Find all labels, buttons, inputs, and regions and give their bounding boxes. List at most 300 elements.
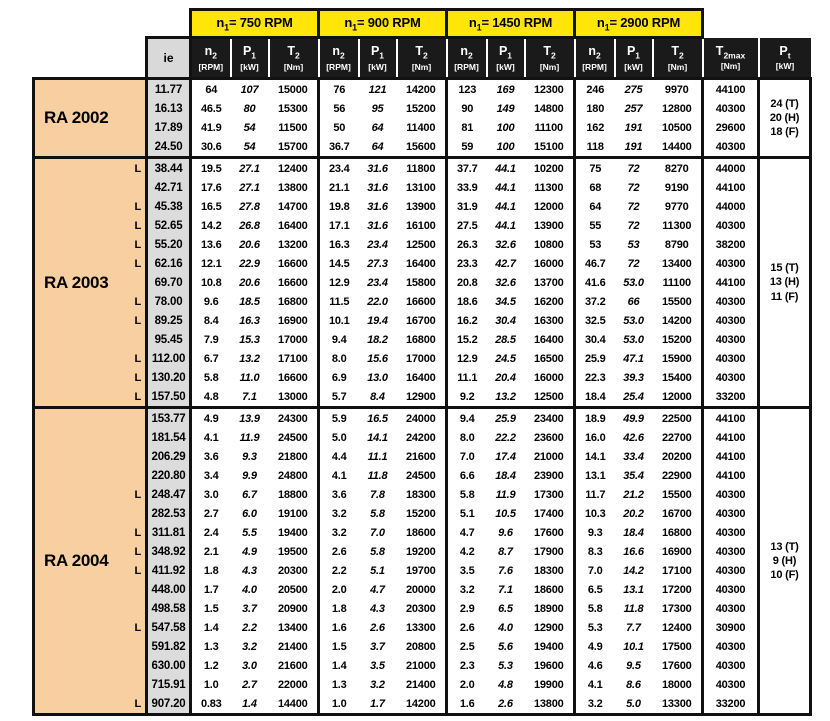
n2-cell: 3.2 [319,523,359,542]
t2-cell: 17000 [397,349,447,368]
n2-cell: 1.0 [319,694,359,715]
col-header-t2-group4-letter: T [671,44,679,59]
col-header-p1-group3-symbol [488,44,524,61]
t2-cell: 12800 [653,99,703,118]
p1-cell: 18.2 [359,330,397,349]
n2-cell: 6.5 [575,580,615,599]
t2max-cell: 40300 [703,561,759,580]
n1-symbol: n [468,14,477,30]
table-row [34,580,811,599]
col-header-t2-group3-unit: [Nm] [539,61,560,72]
col-header-p1-group3-letter: P [498,44,508,59]
n2-cell: 6.6 [447,466,487,485]
n2-cell: 1.7 [191,580,231,599]
p1-cell: 8.6 [615,675,653,694]
col-header-p1-group2-letter: P [370,44,380,59]
col-header-t2-group2-symbol [398,44,446,61]
n2-cell: 7.9 [191,330,231,349]
col-header-n2-group4-symbol [576,44,614,61]
t2-cell: 11300 [525,178,575,197]
col-header-t2max [703,38,759,79]
n2-cell: 2.0 [319,580,359,599]
t2-cell: 23600 [525,428,575,447]
long-version-marker: L [127,523,147,542]
p1-cell: 100 [487,137,525,158]
p1-cell: 33.4 [615,447,653,466]
n2-cell: 81 [447,118,487,137]
n2-cell: 2.3 [447,656,487,675]
n2-cell: 4.7 [447,523,487,542]
n2-cell: 3.2 [575,694,615,715]
ratio-ie-cell: 55.20 [147,235,191,254]
n2-cell: 1.6 [447,694,487,715]
table-row [34,447,811,466]
n2-cell: 64 [191,79,231,100]
n2-cell: 14.1 [575,447,615,466]
n2-cell: 3.6 [319,485,359,504]
ratio-ie-cell: 591.82 [147,637,191,656]
p1-cell: 53.0 [615,273,653,292]
n2-cell: 37.2 [575,292,615,311]
t2max-cell: 40300 [703,580,759,599]
n2-cell: 2.9 [447,599,487,618]
n2-cell: 17.6 [191,178,231,197]
p1-cell: 47.1 [615,349,653,368]
table-row [34,694,811,715]
table-row [34,158,811,179]
col-header-n2-group1 [191,38,231,79]
p1-cell: 18.5 [231,292,269,311]
group-label: RA 2003 [34,158,127,408]
col-header-t2-group1-letter: T [287,44,295,59]
p1-cell: 4.8 [487,675,525,694]
p1-cell: 49.9 [615,408,653,429]
table-row [34,349,811,368]
p1-cell: 11.0 [231,368,269,387]
t2max-cell: 40300 [703,368,759,387]
t2-cell: 15500 [653,292,703,311]
t2max-cell: 40300 [703,254,759,273]
ratio-ie-cell: 311.81 [147,523,191,542]
n2-cell: 1.3 [191,637,231,656]
p1-cell: 9.3 [231,447,269,466]
t2-cell: 20900 [269,599,319,618]
col-header-n2-group2-unit: [RPM] [326,61,351,72]
n2-cell: 1.2 [191,656,231,675]
t2max-cell: 44100 [703,447,759,466]
table-row [34,485,811,504]
p1-cell: 6.0 [231,504,269,523]
p1-cell: 14.1 [359,428,397,447]
p1-cell: 5.6 [487,637,525,656]
t2max-cell: 30900 [703,618,759,637]
col-header-pt-unit: [kW] [775,60,795,71]
n2-cell: 2.0 [447,675,487,694]
ratio-ie-cell: 62.16 [147,254,191,273]
t2max-cell: 40300 [703,292,759,311]
col-header-t2-group2 [397,38,447,79]
t2max-cell: 33200 [703,387,759,408]
equals-text: = [609,14,621,30]
col-header-t2-group4 [653,38,703,79]
p1-cell: 31.6 [359,158,397,179]
table-row [34,137,811,158]
n2-cell: 2.5 [447,637,487,656]
long-version-marker [127,428,147,447]
n2-cell: 11.5 [319,292,359,311]
p1-cell: 2.6 [359,618,397,637]
n2-cell: 9.4 [319,330,359,349]
p1-cell: 9.6 [487,523,525,542]
p1-cell: 107 [231,79,269,100]
table-row [34,637,811,656]
p1-cell: 7.0 [359,523,397,542]
p1-cell: 22.9 [231,254,269,273]
speed-value: 1450 [492,14,521,30]
t2-cell: 16300 [525,311,575,330]
n2-cell: 1.6 [319,618,359,637]
p1-cell: 72 [615,254,653,273]
ratio-ie-cell: 17.89 [147,118,191,137]
t2-cell: 13900 [525,216,575,235]
n2-cell: 11.1 [447,368,487,387]
n2-cell: 3.2 [319,504,359,523]
ratio-ie-cell: 130.20 [147,368,191,387]
speed-unit: RPM [648,14,681,30]
col-header-p1-group4-letter: P [626,44,636,59]
thermal-power-line: 13 (T) [770,540,799,553]
t2-cell: 12500 [397,235,447,254]
n2-cell: 30.6 [191,137,231,158]
long-version-marker [127,466,147,485]
table-row [34,618,811,637]
p1-cell: 1.7 [359,694,397,715]
n2-cell: 6.7 [191,349,231,368]
p1-cell: 30.4 [487,311,525,330]
p1-cell: 4.9 [231,542,269,561]
n2-cell: 50 [319,118,359,137]
n2-cell: 30.4 [575,330,615,349]
long-version-marker [127,408,147,429]
n2-cell: 16.3 [319,235,359,254]
p1-cell: 26.8 [231,216,269,235]
n2-cell: 123 [447,79,487,100]
t2-cell: 12900 [525,618,575,637]
n2-cell: 4.9 [191,408,231,429]
col-header-t2max-subscript: 2max [723,50,746,61]
t2-cell: 9190 [653,178,703,197]
n2-cell: 46.5 [191,99,231,118]
p1-cell: 100 [487,118,525,137]
t2max-cell: 38200 [703,235,759,254]
t2-cell: 16700 [653,504,703,523]
n2-cell: 33.9 [447,178,487,197]
n2-cell: 2.4 [191,523,231,542]
t2-cell: 13300 [653,694,703,715]
t2-cell: 14200 [653,311,703,330]
long-version-marker: L [127,158,147,179]
t2-cell: 15100 [525,137,575,158]
n2-cell: 2.7 [191,504,231,523]
n2-cell: 1.4 [191,618,231,637]
equals-text: = [481,14,493,30]
long-version-marker [127,599,147,618]
n2-cell: 8.0 [319,349,359,368]
col-header-t2max-unit: [Nm] [720,60,741,71]
t2-cell: 13700 [525,273,575,292]
ratio-ie-cell: 42.71 [147,178,191,197]
table-row [34,235,811,254]
col-header-p1-group2 [359,38,397,79]
t2max-cell: 40300 [703,137,759,158]
table-row [34,599,811,618]
thermal-power-line: 24 (T) [770,97,799,110]
n2-cell: 246 [575,79,615,100]
t2-cell: 15800 [397,273,447,292]
speed-header-n1-1450 [447,10,575,38]
long-version-marker: L [127,368,147,387]
n2-cell: 15.2 [447,330,487,349]
p1-cell: 3.0 [231,656,269,675]
p1-cell: 191 [615,137,653,158]
long-version-marker [127,656,147,675]
t2-cell: 22000 [269,675,319,694]
t2-cell: 17600 [653,656,703,675]
n2-cell: 5.8 [575,599,615,618]
p1-cell: 3.5 [359,656,397,675]
p1-cell: 15.3 [231,330,269,349]
p1-cell: 13.2 [231,349,269,368]
ratio-ie-cell: 206.29 [147,447,191,466]
n2-cell: 2.6 [319,542,359,561]
n2-cell: 180 [575,99,615,118]
t2-cell: 22500 [653,408,703,429]
t2-cell: 16000 [525,254,575,273]
p1-cell: 11.9 [231,428,269,447]
table-row [34,118,811,137]
t2-cell: 16200 [525,292,575,311]
t2-cell: 20300 [397,599,447,618]
n2-cell: 19.8 [319,197,359,216]
long-version-marker: L [127,485,147,504]
p1-cell: 3.7 [359,637,397,656]
t2-cell: 21800 [269,447,319,466]
speed-header-row [34,10,811,38]
col-header-p1-group2-subscript: 1 [379,50,385,61]
t2-cell: 19600 [525,656,575,675]
t2-cell: 15600 [397,137,447,158]
t2-cell: 8270 [653,158,703,179]
long-version-marker: L [127,292,147,311]
column-header-row [34,38,811,79]
long-version-marker: L [127,235,147,254]
long-version-marker [127,675,147,694]
p1-cell: 35.4 [615,466,653,485]
p1-cell: 10.1 [615,637,653,656]
n2-cell: 9.3 [575,523,615,542]
t2max-cell: 40300 [703,504,759,523]
n2-cell: 5.7 [319,387,359,408]
long-version-marker: L [127,618,147,637]
t2-cell: 11100 [653,273,703,292]
p1-cell: 44.1 [487,216,525,235]
n2-cell: 9.4 [447,408,487,429]
ratio-ie-cell: 153.77 [147,408,191,429]
speed-value: 900 [367,14,389,30]
t2max-cell: 44100 [703,273,759,292]
p1-cell: 5.5 [231,523,269,542]
p1-cell: 27.1 [231,158,269,179]
t2max-cell: 44000 [703,197,759,216]
t2-cell: 12900 [397,387,447,408]
table-row [34,504,811,523]
p1-cell: 10.5 [487,504,525,523]
n2-cell: 7.0 [575,561,615,580]
group-label: RA 2002 [34,79,127,158]
t2-cell: 24500 [269,428,319,447]
header-spacer [34,10,191,38]
t2-cell: 13800 [269,178,319,197]
n2-cell: 16.2 [447,311,487,330]
p1-cell: 121 [359,79,397,100]
ratio-ie-cell: 38.44 [147,158,191,179]
col-header-p1-group1-letter: P [242,44,252,59]
equals-text: = [356,14,368,30]
equals-text: = [228,14,240,30]
t2-cell: 10200 [525,158,575,179]
p1-cell: 2.2 [231,618,269,637]
n2-cell: 2.1 [191,542,231,561]
t2max-cell: 44000 [703,158,759,179]
ratio-ie-cell: 89.25 [147,311,191,330]
p1-cell: 5.3 [487,656,525,675]
p1-cell: 27.3 [359,254,397,273]
long-version-marker [127,330,147,349]
speed-value: 2900 [620,14,649,30]
long-version-marker [127,178,147,197]
speed-header-n1-2900 [575,10,703,38]
n2-cell: 12.1 [191,254,231,273]
t2-cell: 18600 [525,580,575,599]
long-version-marker: L [127,349,147,368]
t2-cell: 14400 [269,694,319,715]
p1-cell: 191 [615,118,653,137]
t2-cell: 14800 [525,99,575,118]
long-version-marker [127,637,147,656]
n2-cell: 4.4 [319,447,359,466]
n2-cell: 19.5 [191,158,231,179]
n2-cell: 1.5 [191,599,231,618]
table-row [34,79,811,100]
long-version-marker: L [127,216,147,235]
n2-cell: 53 [575,235,615,254]
long-version-marker: L [127,311,147,330]
t2-cell: 16400 [397,254,447,273]
p1-cell: 64 [359,137,397,158]
t2max-cell: 44100 [703,79,759,100]
t2-cell: 19700 [397,561,447,580]
t2max-cell: 40300 [703,349,759,368]
p1-cell: 27.1 [231,178,269,197]
thermal-power-cell [759,408,811,715]
long-version-marker [127,99,147,118]
t2-cell: 19400 [525,637,575,656]
n2-cell: 4.6 [575,656,615,675]
p1-cell: 80 [231,99,269,118]
p1-cell: 20.2 [615,504,653,523]
n2-cell: 21.1 [319,178,359,197]
p1-cell: 16.6 [615,542,653,561]
t2max-cell: 44100 [703,428,759,447]
n2-cell: 1.3 [319,675,359,694]
t2max-cell: 44100 [703,466,759,485]
ratio-ie-cell: 448.00 [147,580,191,599]
t2-cell: 17300 [525,485,575,504]
t2-cell: 21000 [525,447,575,466]
thermal-power-cell [759,158,811,408]
t2-cell: 24200 [397,428,447,447]
t2-cell: 18000 [653,675,703,694]
t2-cell: 19100 [269,504,319,523]
p1-cell: 64 [359,118,397,137]
table-row [34,99,811,118]
thermal-power-line: 15 (T) [770,262,799,275]
n2-cell: 55 [575,216,615,235]
col-header-n2-group3-symbol [448,44,486,61]
t2-cell: 11300 [653,216,703,235]
n2-cell: 5.0 [319,428,359,447]
p1-cell: 5.1 [359,561,397,580]
n2-cell: 5.1 [447,504,487,523]
table-row [34,216,811,235]
p1-cell: 53 [615,235,653,254]
col-header-n2-group4 [575,38,615,79]
t2-cell: 24000 [397,408,447,429]
n2-cell: 1.0 [191,675,231,694]
p1-cell: 44.1 [487,178,525,197]
n2-cell: 22.3 [575,368,615,387]
table-row [34,561,811,580]
p1-cell: 25.4 [615,387,653,408]
col-header-t2-group3-subscript: 2 [550,50,556,61]
col-header-n2-group3-letter: n [460,44,468,59]
p1-cell: 44.1 [487,158,525,179]
col-header-n2-group1-unit: [RPM] [198,61,224,72]
n2-cell: 3.2 [447,580,487,599]
table-row [34,254,811,273]
p1-cell: 275 [615,79,653,100]
t2-cell: 17000 [269,330,319,349]
p1-cell: 17.4 [487,447,525,466]
t2-cell: 20500 [269,580,319,599]
t2-cell: 11500 [269,118,319,137]
table-row [34,387,811,408]
t2max-cell: 44100 [703,178,759,197]
n2-cell: 8.4 [191,311,231,330]
n2-cell: 46.7 [575,254,615,273]
n2-cell: 162 [575,118,615,137]
p1-cell: 7.6 [487,561,525,580]
p1-cell: 8.4 [359,387,397,408]
n2-cell: 4.1 [575,675,615,694]
ratio-ie-cell: 547.58 [147,618,191,637]
t2-cell: 15200 [397,504,447,523]
n2-cell: 3.0 [191,485,231,504]
t2-cell: 16600 [269,273,319,292]
p1-cell: 7.1 [487,580,525,599]
n2-cell: 4.9 [575,637,615,656]
n2-cell: 8.0 [447,428,487,447]
